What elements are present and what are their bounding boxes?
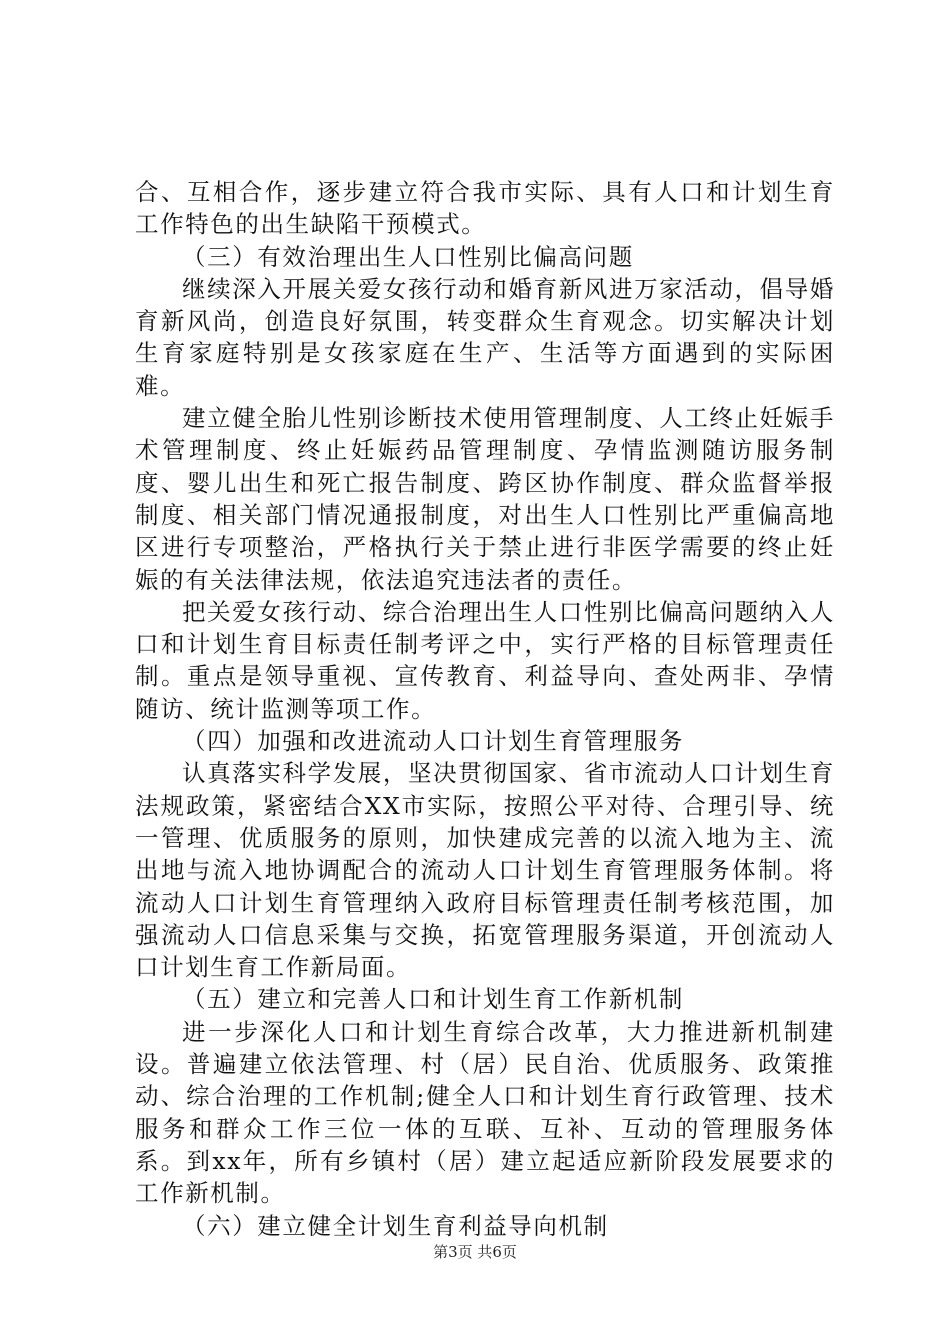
section-heading-3: （三）有效治理出生人口性别比偏高问题	[182, 242, 634, 271]
page-number-footer: 第3页 共6页	[433, 1243, 517, 1261]
section-heading-6: （六）建立健全计划生育利益导向机制	[182, 1211, 609, 1240]
paragraph: 建立健全胎儿性别诊断技术使用管理制度、人工终止妊娠手术管理制度、终止妊娠药品管理制度、孕情监测随访服务制度、婴儿出生和死亡报告制度、跨区协作制度、群众监督举报制度、相关部门情况通报制度，对出生人口性别比严重偏高地区进行专项整治，严格执行关于禁止进行非医学需要的终止妊娠的有关法律法规，依法追究违法者的责任。	[135, 404, 835, 594]
paragraph: 把关爱女孩行动、综合治理出生人口性别比偏高问题纳入人口和计划生育目标责任制考评之中，实行严格的目标管理责任制。重点是领导重视、宣传教育、利益导向、查处两非、孕情随访、统计监测等项工作。	[135, 597, 835, 723]
section-heading-5: （五）建立和完善人口和计划生育工作新机制	[182, 985, 684, 1014]
paragraph: 继续深入开展关爱女孩行动和婚育新风进万家活动，倡导婚育新风尚，创造良好氛围，转变群众生育观念。切实解决计划生育家庭特别是女孩家庭在生产、生活等方面遇到的实际困难。	[135, 274, 835, 400]
section-heading-4: （四）加强和改进流动人口计划生育管理服务	[182, 727, 684, 756]
paragraph: 进一步深化人口和计划生育综合改革，大力推进新机制建设。普遍建立依法管理、村（居）民自治、优质服务、政策推动、综合治理的工作机制;健全人口和计划生育行政管理、技术服务和群众工作三位一体的互联、互补、互动的管理服务体系。到xx年，所有乡镇村（居）建立起适应新阶段发展要求的工作新机制。	[135, 1017, 835, 1208]
paragraph-continuation: 合、互相合作，逐步建立符合我市实际、具有人口和计划生育工作特色的出生缺陷干预模式。	[135, 178, 835, 239]
document-body	[135, 176, 835, 1242]
paragraph: 认真落实科学发展，坚决贯彻国家、省市流动人口计划生育法规政策，紧密结合XX市实际，按照公平对待、合理引导、统一管理、优质服务的原则，加快建成完善的以流入地为主、流出地与流入地协调配合的流动人口计划生育管理服务体制。将流动人口计划生育管理纳入政府目标管理责任制考核范围，加强流动人口信息采集与交换，拓宽管理服务渠道，开创流动人口计划生育工作新局面。	[135, 759, 835, 982]
